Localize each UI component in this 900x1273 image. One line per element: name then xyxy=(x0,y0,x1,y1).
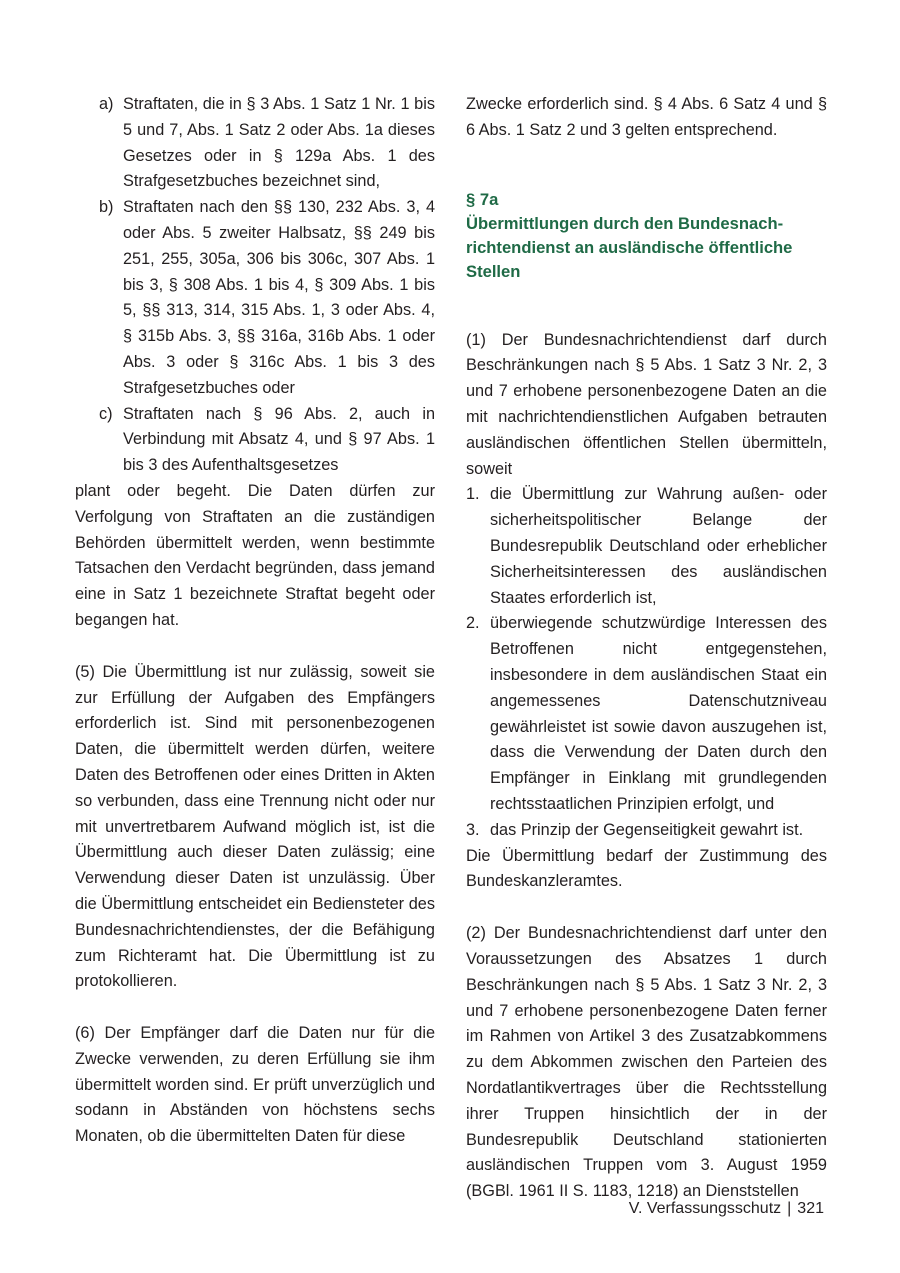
footer-separator: | xyxy=(787,1200,792,1217)
chapter-title: V. Verfassungsschutz xyxy=(628,1200,782,1217)
list-marker: 2. xyxy=(466,614,480,633)
list-item-text: überwiegende schutzwürdige Interessen des Betroffenen nicht entgegenstehen, insbesondere in dem ausländischen Staat ein angemessenes Datenschutzniveau gewährleistet ist sowie davon auszugehen ist, dass die Verwendung der Daten durch den Empfänger in Einklang mit grundlegenden rechtsstaatlichen Prinzipien erfolgt, und xyxy=(490,614,827,813)
page-footer xyxy=(629,1199,824,1219)
list-item xyxy=(466,482,827,611)
list-item-text: das Prinzip der Gegenseitigkeit gewahrt ist. xyxy=(490,820,804,839)
list-item xyxy=(75,92,435,195)
list-marker: 3. xyxy=(466,820,480,839)
list-marker: c) xyxy=(99,404,113,423)
list-marker: 1. xyxy=(466,485,480,504)
list-item-text: Straftaten nach § 96 Abs. 2, auch in Verbindung mit Absatz 4, und § 97 Abs. 1 bis 3 des Aufenthaltsgesetzes xyxy=(123,404,435,475)
section-title-line: Übermittlungen durch den Bundesnach- xyxy=(466,213,784,233)
paragraph-top: Zwecke erforderlich sind. § 4 Abs. 6 Satz 4 und § 6 Abs. 1 Satz 2 und 3 gelten entsprechend. xyxy=(466,95,827,139)
section-title-line: Stellen xyxy=(466,261,521,281)
paragraph-5: (5) Die Übermittlung ist nur zulässig, soweit sie zur Erfüllung der Aufgaben des Empfängers erforderlich ist. Sind mit personenbezogenen Daten, die übermittelt werden dürfen, weitere Daten des Betroffenen oder eines Dritten in Akten so verbunden, dass eine Trennung nicht oder nur mit unvertretbarem Aufwand möglich ist, ist die Übermittlung auch dieser Daten zulässig; eine Verwendung dieser Daten ist unzulässig. Über die Übermittlung entscheidet ein Bediensteter des Bundesnachrichtendienstes, der die Befähigung zum Richteramt hat. Die Übermittlung ist zu protokollieren. xyxy=(75,662,435,991)
list-marker: a) xyxy=(99,95,114,113)
section-number: § 7a xyxy=(466,189,499,209)
list-item-text: Straftaten nach den §§ 130, 232 Abs. 3, 4 oder Abs. 5 zweiter Halbsatz, §§ 249 bis 251, 255, 305a, 306 bis 306c, 307 Abs. 1 bis 3, § 308 Abs. 1 bis 4, § 309 Abs. 1 bis 5, §§ 313, 314, 315 Abs. 1, 3 oder Abs. 4, § 315b Abs. 3, §§ 316a, 316b Abs. 1 oder Abs. 3 oder § 316c Abs. 1 bis 3 des Strafgesetzbuches oder xyxy=(123,198,435,397)
paragraph-1: (1) Der Bundesnachrichtendienst darf durch Beschränkungen nach § 5 Abs. 1 Satz 3 Nr. 2, 3 und 7 erhobene personenbezogene Daten an die mit nachrichtendienstlichen Aufgaben betrauten ausländischen öffentlichen Stellen übermitteln, soweit xyxy=(466,330,827,478)
right-column xyxy=(466,92,827,1205)
list-item xyxy=(466,818,827,844)
paragraph-6: (6) Der Empfänger darf die Daten nur für die Zwecke verwenden, zu deren Erfüllung sie ihm übermittelt worden sind. Er prüft unverzüglich und sodann in Abständen von höchstens sechs Monaten, ob die übermittelten Daten für diese xyxy=(75,1024,435,1146)
list-marker: b) xyxy=(99,198,114,217)
condition-list xyxy=(466,482,827,843)
paragraph-continuation: plant oder begeht. Die Daten dürfen zur Verfolgung von Straftaten an die zuständigen Behörden übermittelt werden, wenn bestimmte Tatsachen den Verdacht begründen, dass jemand eine in Satz 1 bezeichnete Straftat begeht oder begangen hat. xyxy=(75,481,435,629)
list-item xyxy=(75,402,435,479)
paragraph-2: (2) Der Bundesnachrichtendienst darf unter den Voraussetzungen des Absatzes 1 durch Beschränkungen nach § 5 Abs. 1 Satz 3 Nr. 2, 3 und 7 erhobene personenbezogene Daten ferner im Rahmen von Artikel 3 des Zusatzabkommens zu dem Abkommen zwischen den Parteien des Nordatlantikvertrages über die Rechtsstellung ihrer Truppen hinsichtlich der in der Bundesrepublik Deutschland stationierten ausländischen Truppen vom 3. August 1959 (BGBl. 1961 II S. 1183, 1218) an Dienststellen xyxy=(466,924,827,1201)
page-number: 321 xyxy=(797,1200,824,1217)
list-item-text: Straftaten, die in § 3 Abs. 1 Satz 1 Nr. 1 bis 5 und 7, Abs. 1 Satz 2 oder Abs. 1a dieses Gesetzes oder in § 129a Abs. 1 des Strafgesetzbuches bezeichnet sind, xyxy=(123,95,435,191)
offense-list xyxy=(75,92,435,479)
section-title-line: richtendienst an ausländische öffentliche xyxy=(466,237,793,257)
list-item xyxy=(466,611,827,817)
paragraph-1-end: Die Übermittlung bedarf der Zustimmung des Bundeskanzleramtes. xyxy=(466,846,827,891)
list-item xyxy=(75,195,435,401)
left-column xyxy=(75,92,435,1150)
list-item-text: die Übermittlung zur Wahrung außen- oder sicherheitspolitischer Belange der Bundesrepublik Deutschland oder erheblicher Sicherheitsinteressen des ausländischen Staates erforderlich ist, xyxy=(490,485,827,607)
